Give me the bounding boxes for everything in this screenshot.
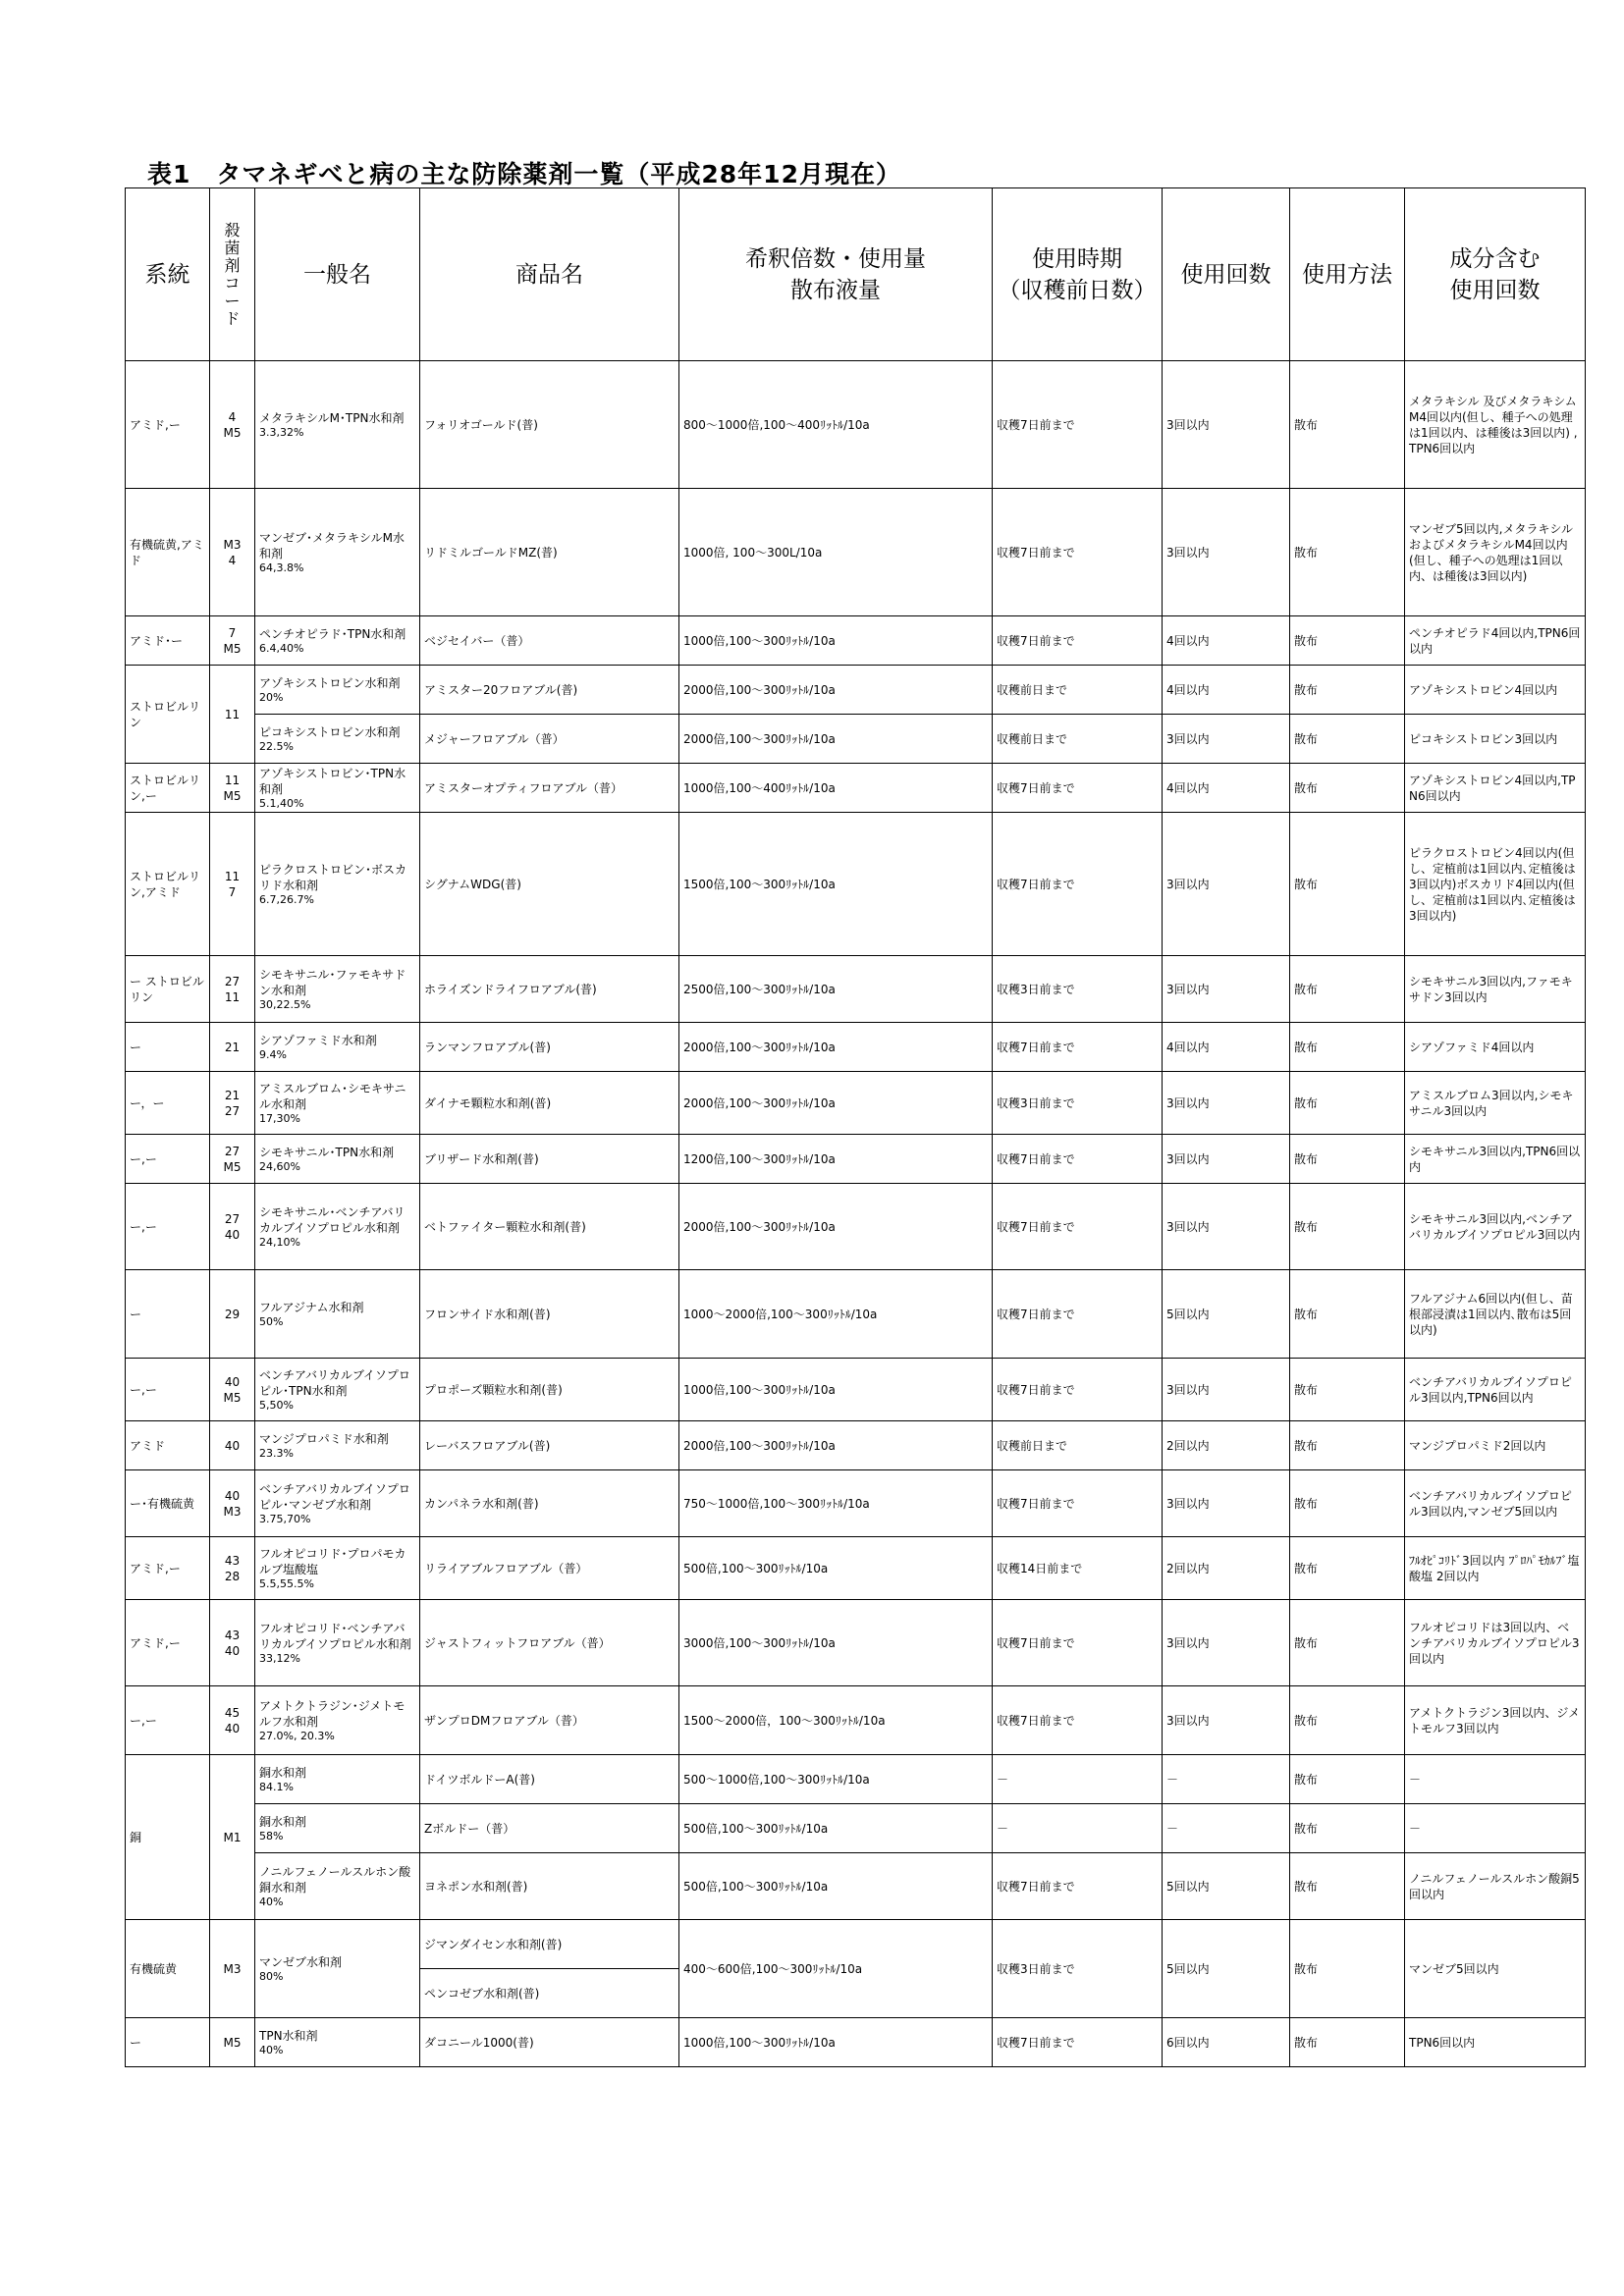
general-name-cell <box>255 616 420 666</box>
times-cell: － <box>1163 1755 1290 1804</box>
dilution-cell: 1000倍,100～400ﾘｯﾄﾙ/10a <box>679 764 993 813</box>
product-name-cell: レーバスフロアブル(普) <box>420 1421 679 1470</box>
table-row <box>126 1686 1586 1755</box>
header-times: 使用回数 <box>1163 188 1290 361</box>
system-cell: ー，ー <box>126 1072 210 1135</box>
timing-cell: 収穫7日前まで <box>993 1600 1163 1686</box>
code-cell: 11 7 <box>210 813 255 956</box>
times-cell: 5回以内 <box>1163 1853 1290 1920</box>
dilution-cell: 500倍,100～300ﾘｯﾄﾙ/10a <box>679 1853 993 1920</box>
system-cell: ストロビルリン <box>126 666 210 764</box>
concentration-text: 64,3.8% <box>259 561 304 574</box>
general-name-cell <box>255 764 420 813</box>
code-cell: 4 M5 <box>210 361 255 489</box>
system-cell: アミド,ー <box>126 361 210 489</box>
general-name-cell <box>255 1537 420 1600</box>
times-cell: 4回以内 <box>1163 764 1290 813</box>
product-name-cell: ヨネポン水和剤(普) <box>420 1853 679 1920</box>
concentration-text: 20% <box>259 691 284 704</box>
times-cell: 3回以内 <box>1163 1359 1290 1421</box>
general-name-cell <box>255 1184 420 1270</box>
table-row <box>126 1537 1586 1600</box>
general-name-text: メタラキシルM･TPN水和剤 <box>259 411 405 425</box>
notes-cell: ベンチアバリカルブイソプロピル3回以内,TPN6回以内 <box>1405 1359 1586 1421</box>
table-row <box>126 1184 1586 1270</box>
system-cell: ストロビルリン,アミド <box>126 813 210 956</box>
table-row <box>126 715 1586 764</box>
timing-cell: 収穫7日前まで <box>993 813 1163 956</box>
notes-cell: フルオピコリドは3回以内、ベンチアバリカルブイソプロピル3回以内 <box>1405 1600 1586 1686</box>
system-cell: ストロビルリン,ー <box>126 764 210 813</box>
general-name-cell <box>255 1686 420 1755</box>
dilution-cell: 2000倍,100～300ﾘｯﾄﾙ/10a <box>679 1072 993 1135</box>
table-row <box>126 616 1586 666</box>
product-name-cell: アミスター20フロアブル(普) <box>420 666 679 715</box>
timing-cell: 収穫前日まで <box>993 715 1163 764</box>
dilution-cell: 2000倍,100～300ﾘｯﾄﾙ/10a <box>679 1023 993 1072</box>
times-cell: 2回以内 <box>1163 1537 1290 1600</box>
method-cell: 散布 <box>1290 1359 1405 1421</box>
method-cell: 散布 <box>1290 764 1405 813</box>
general-name-text: ベンチアバリカルブイソプロピル･TPN水和剤 <box>259 1368 410 1398</box>
code-cell: 27 11 <box>210 956 255 1023</box>
timing-cell: 収穫3日前まで <box>993 956 1163 1023</box>
timing-cell: 収穫7日前まで <box>993 1359 1163 1421</box>
product-name-cell: ランマンフロアブル(普) <box>420 1023 679 1072</box>
times-cell: 2回以内 <box>1163 1421 1290 1470</box>
system-cell: ー <box>126 1023 210 1072</box>
general-name-cell <box>255 666 420 715</box>
concentration-text: 5.1,40% <box>259 797 304 810</box>
method-cell: 散布 <box>1290 715 1405 764</box>
general-name-cell <box>255 1270 420 1359</box>
dilution-cell: 1000倍,100～300ﾘｯﾄﾙ/10a <box>679 2018 993 2067</box>
product-name-cell: リドミルゴールドMZ(普) <box>420 489 679 616</box>
system-cell: ー,ー <box>126 1686 210 1755</box>
general-name-cell <box>255 715 420 764</box>
general-name-cell <box>255 1072 420 1135</box>
header-method: 使用方法 <box>1290 188 1405 361</box>
table-row <box>126 361 1586 489</box>
system-cell: ー･有機硫黄 <box>126 1470 210 1537</box>
dilution-cell: 1000～2000倍,100～300ﾘｯﾄﾙ/10a <box>679 1270 993 1359</box>
general-name-text: アゾキシストロビン･TPN水和剤 <box>259 767 406 796</box>
method-cell: 散布 <box>1290 1470 1405 1537</box>
system-cell: ー <box>126 1270 210 1359</box>
concentration-text: 27.0%, 20.3% <box>259 1730 335 1742</box>
concentration-text: 50% <box>259 1315 284 1328</box>
dilution-cell: 1000倍,100～300ﾘｯﾄﾙ/10a <box>679 1359 993 1421</box>
times-cell: 3回以内 <box>1163 1072 1290 1135</box>
times-cell: 3回以内 <box>1163 1686 1290 1755</box>
dilution-cell: 1500倍,100～300ﾘｯﾄﾙ/10a <box>679 813 993 956</box>
product-name-cell: リライアブルフロアブル（普） <box>420 1537 679 1600</box>
notes-cell: ペンチオピラド4回以内,TPN6回以内 <box>1405 616 1586 666</box>
method-cell: 散布 <box>1290 489 1405 616</box>
general-name-text: ノニルフェノールスルホン酸銅水和剤 <box>259 1865 411 1895</box>
general-name-text: アゾキシストロビン水和剤 <box>259 676 401 690</box>
table-row <box>126 1421 1586 1470</box>
method-cell: 散布 <box>1290 1072 1405 1135</box>
table-row <box>126 1853 1586 1920</box>
product-name-cell: ベジセイバー（普） <box>420 616 679 666</box>
general-name-text: シモキサニル･TPN水和剤 <box>259 1146 395 1159</box>
product-name-cell: ドイツボルドーA(普) <box>420 1755 679 1804</box>
general-name-text: TPN水和剤 <box>259 2029 318 2043</box>
notes-cell: － <box>1405 1804 1586 1853</box>
times-cell: 3回以内 <box>1163 1470 1290 1537</box>
concentration-text: 40% <box>259 2044 284 2056</box>
method-cell: 散布 <box>1290 1270 1405 1359</box>
concentration-text: 30,22.5% <box>259 998 311 1011</box>
general-name-cell <box>255 1853 420 1920</box>
times-cell: 3回以内 <box>1163 1135 1290 1184</box>
code-cell: 11 <box>210 666 255 764</box>
table-row <box>126 1600 1586 1686</box>
notes-cell: － <box>1405 1755 1586 1804</box>
code-cell: M5 <box>210 2018 255 2067</box>
code-cell: 43 28 <box>210 1537 255 1600</box>
general-name-text: アメトクトラジン･ジメトモルフ水和剤 <box>259 1699 406 1729</box>
timing-cell: 収穫7日前まで <box>993 1853 1163 1920</box>
notes-cell: シアゾファミド4回以内 <box>1405 1023 1586 1072</box>
notes-cell: TPN6回以内 <box>1405 2018 1586 2067</box>
times-cell: 3回以内 <box>1163 813 1290 956</box>
table-row <box>126 1920 1586 1969</box>
notes-cell: ピラクロストロビン4回以内(但し、定植前は1回以内､定植後は3回以内)ボスカリド4回以内(但し、定植前は1回以内､定植後は3回以内) <box>1405 813 1586 956</box>
product-name-cell: フロンサイド水和剤(普) <box>420 1270 679 1359</box>
concentration-text: 33,12% <box>259 1652 300 1665</box>
notes-cell: シモキサニル3回以内,ファモキサドン3回以内 <box>1405 956 1586 1023</box>
code-cell: M3 4 <box>210 489 255 616</box>
method-cell: 散布 <box>1290 666 1405 715</box>
dilution-cell: 500倍,100～300ﾘｯﾄﾙ/10a <box>679 1537 993 1600</box>
code-cell: 40 M5 <box>210 1359 255 1421</box>
code-cell: 45 40 <box>210 1686 255 1755</box>
timing-cell: 収穫7日前まで <box>993 616 1163 666</box>
code-cell: 40 M3 <box>210 1470 255 1537</box>
code-cell: 11 M5 <box>210 764 255 813</box>
code-cell: 27 40 <box>210 1184 255 1270</box>
product-name-cell: ダコニール1000(普) <box>420 2018 679 2067</box>
product-name-cell: フォリオゴールド(普) <box>420 361 679 489</box>
general-name-cell <box>255 1600 420 1686</box>
table-row <box>126 1359 1586 1421</box>
fungicide-table <box>125 187 1586 2067</box>
table-row <box>126 1072 1586 1135</box>
product-name-cell: シグナムWDG(普) <box>420 813 679 956</box>
concentration-text: 9.4% <box>259 1048 287 1061</box>
method-cell: 散布 <box>1290 1686 1405 1755</box>
timing-cell: 収穫7日前まで <box>993 1270 1163 1359</box>
table-row <box>126 1023 1586 1072</box>
general-name-text: フルオピコリド･ベンチアバリカルブイソプロピル水和剤 <box>259 1622 411 1651</box>
general-name-text: シモキサニル･ファモキサドン水和剤 <box>259 968 406 997</box>
dilution-cell: 1000倍,100～300ﾘｯﾄﾙ/10a <box>679 616 993 666</box>
header-product: 商品名 <box>420 188 679 361</box>
general-name-text: シアゾファミド水和剤 <box>259 1034 377 1047</box>
times-cell: 4回以内 <box>1163 616 1290 666</box>
timing-cell: 収穫3日前まで <box>993 1920 1163 2018</box>
system-cell: アミド <box>126 1421 210 1470</box>
timing-cell: 収穫7日前まで <box>993 361 1163 489</box>
dilution-cell: 2500倍,100～300ﾘｯﾄﾙ/10a <box>679 956 993 1023</box>
general-name-cell <box>255 361 420 489</box>
product-name-cell: ブリザード水和剤(普) <box>420 1135 679 1184</box>
timing-cell: 収穫7日前まで <box>993 1184 1163 1270</box>
general-name-cell <box>255 1470 420 1537</box>
table-row <box>126 1270 1586 1359</box>
notes-cell: アメトクトラジン3回以内、ジメトモルフ3回以内 <box>1405 1686 1586 1755</box>
notes-cell: アゾキシストロビン4回以内,TPN6回以内 <box>1405 764 1586 813</box>
general-name-text: フルオピコリド･プロパモカルブ塩酸塩 <box>259 1547 406 1576</box>
concentration-text: 3.75,70% <box>259 1513 311 1525</box>
code-cell: 21 <box>210 1023 255 1072</box>
table-row <box>126 489 1586 616</box>
timing-cell: 収穫7日前まで <box>993 1470 1163 1537</box>
concentration-text: 5,50% <box>259 1399 294 1412</box>
code-cell: M3 <box>210 1920 255 2018</box>
method-cell: 散布 <box>1290 1135 1405 1184</box>
general-name-text: ピラクロストロビン･ボスカリド水和剤 <box>259 863 407 892</box>
system-cell: アミド,ー <box>126 1537 210 1600</box>
concentration-text: 6.7,26.7% <box>259 893 314 906</box>
code-cell: 21 27 <box>210 1072 255 1135</box>
notes-cell: ﾌﾙｵﾋﾟｺﾘﾄﾞ3回以内 ﾌﾟﾛﾊﾟﾓｶﾙﾌﾞ塩酸塩 2回以内 <box>1405 1537 1586 1600</box>
code-cell: 43 40 <box>210 1600 255 1686</box>
method-cell: 散布 <box>1290 1421 1405 1470</box>
method-cell: 散布 <box>1290 1853 1405 1920</box>
notes-cell: シモキサニル3回以内,TPN6回以内 <box>1405 1135 1586 1184</box>
general-name-text: 銅水和剤 <box>259 1766 307 1780</box>
header-row <box>126 188 1586 361</box>
product-name-cell: ダイナモ顆粒水和剤(普) <box>420 1072 679 1135</box>
dilution-cell: 1500～2000倍，100～300ﾘｯﾄﾙ/10a <box>679 1686 993 1755</box>
product-name-cell: メジャーフロアブル（普） <box>420 715 679 764</box>
general-name-text: マンゼブ水和剤 <box>259 1955 343 1969</box>
general-name-cell <box>255 956 420 1023</box>
method-cell: 散布 <box>1290 361 1405 489</box>
notes-cell: アゾキシストロビン4回以内 <box>1405 666 1586 715</box>
header-code: 殺 菌 剤 コ ー ド <box>210 188 255 361</box>
concentration-text: 5.5,55.5% <box>259 1577 314 1590</box>
concentration-text: 23.3% <box>259 1447 294 1460</box>
table-row <box>126 2018 1586 2067</box>
general-name-cell <box>255 1804 420 1853</box>
concentration-text: 80% <box>259 1970 284 1983</box>
page-title: 表1 タマネギべと病の主な防除薬剤一覧（平成28年12月現在） <box>147 160 901 188</box>
code-cell: 27 M5 <box>210 1135 255 1184</box>
product-name-cell: ザンプロDMフロアブル（普） <box>420 1686 679 1755</box>
general-name-cell <box>255 1359 420 1421</box>
system-cell: ー <box>126 2018 210 2067</box>
timing-cell: － <box>993 1804 1163 1853</box>
general-name-cell <box>255 813 420 956</box>
timing-cell: 収穫7日前まで <box>993 1135 1163 1184</box>
product-name-cell: ベトファイター顆粒水和剤(普) <box>420 1184 679 1270</box>
product-name-cell: ペンコゼブ水和剤(普) <box>420 1969 679 2018</box>
code-cell: 29 <box>210 1270 255 1359</box>
method-cell: 散布 <box>1290 1804 1405 1853</box>
header-general-name: 一般名 <box>255 188 420 361</box>
general-name-text: ピコキシストロビン水和剤 <box>259 725 401 739</box>
timing-cell: 収穫前日まで <box>993 1421 1163 1470</box>
table-row <box>126 1804 1586 1853</box>
method-cell: 散布 <box>1290 956 1405 1023</box>
concentration-text: 6.4,40% <box>259 642 304 655</box>
notes-cell: マンゼブ5回以内,メタラキシルおよびメタラキシルM4回以内(但し、種子への処理は1回以内、は種後は3回以内) <box>1405 489 1586 616</box>
times-cell: 3回以内 <box>1163 361 1290 489</box>
timing-cell: 収穫14日前まで <box>993 1537 1163 1600</box>
times-cell: 3回以内 <box>1163 715 1290 764</box>
concentration-text: 84.1% <box>259 1781 294 1793</box>
dilution-cell: 500～1000倍,100～300ﾘｯﾄﾙ/10a <box>679 1755 993 1804</box>
method-cell: 散布 <box>1290 1600 1405 1686</box>
notes-cell: ノニルフェノールスルホン酸銅5回以内 <box>1405 1853 1586 1920</box>
general-name-cell <box>255 1421 420 1470</box>
code-cell: M1 <box>210 1755 255 1920</box>
method-cell: 散布 <box>1290 2018 1405 2067</box>
general-name-text: 銅水和剤 <box>259 1815 307 1829</box>
product-name-cell: Zボルドー（普） <box>420 1804 679 1853</box>
general-name-cell <box>255 489 420 616</box>
concentration-text: 22.5% <box>259 740 294 753</box>
header-timing: 使用時期 （収穫前日数） <box>993 188 1163 361</box>
system-cell: アミド･ー <box>126 616 210 666</box>
notes-cell: フルアジナム6回以内(但し、苗根部浸漬は1回以内､散布は5回以内) <box>1405 1270 1586 1359</box>
timing-cell: － <box>993 1755 1163 1804</box>
dilution-cell: 800～1000倍,100～400ﾘｯﾄﾙ/10a <box>679 361 993 489</box>
general-name-text: マンゼブ･メタラキシルM水和剤 <box>259 531 405 561</box>
table-row <box>126 666 1586 715</box>
product-name-cell: ホライズンドライフロアブル(普) <box>420 956 679 1023</box>
dilution-cell: 400～600倍,100～300ﾘｯﾄﾙ/10a <box>679 1920 993 2018</box>
system-cell: ー,ー <box>126 1184 210 1270</box>
general-name-cell <box>255 1920 420 2018</box>
concentration-text: 17,30% <box>259 1112 300 1125</box>
product-name-cell: ジマンダイセン水和剤(普) <box>420 1920 679 1969</box>
times-cell: 6回以内 <box>1163 2018 1290 2067</box>
method-cell: 散布 <box>1290 1920 1405 2018</box>
product-name-cell: カンパネラ水和剤(普) <box>420 1470 679 1537</box>
notes-cell: ピコキシストロビン3回以内 <box>1405 715 1586 764</box>
timing-cell: 収穫7日前まで <box>993 489 1163 616</box>
times-cell: 5回以内 <box>1163 1920 1290 2018</box>
system-cell: ー,ー <box>126 1135 210 1184</box>
times-cell: － <box>1163 1804 1290 1853</box>
times-cell: 3回以内 <box>1163 1600 1290 1686</box>
dilution-cell: 3000倍,100～300ﾘｯﾄﾙ/10a <box>679 1600 993 1686</box>
concentration-text: 24,10% <box>259 1236 300 1249</box>
general-name-text: ペンチオピラド･TPN水和剤 <box>259 627 406 641</box>
dilution-cell: 1000倍, 100～300L/10a <box>679 489 993 616</box>
method-cell: 散布 <box>1290 1537 1405 1600</box>
timing-cell: 収穫7日前まで <box>993 2018 1163 2067</box>
general-name-text: フルアジナム水和剤 <box>259 1301 364 1314</box>
concentration-text: 40% <box>259 1896 284 1908</box>
product-name-cell: ジャストフィットフロアブル（普） <box>420 1600 679 1686</box>
notes-cell: マンゼブ5回以内 <box>1405 1920 1586 2018</box>
method-cell: 散布 <box>1290 1184 1405 1270</box>
dilution-cell: 2000倍,100～300ﾘｯﾄﾙ/10a <box>679 1421 993 1470</box>
concentration-text: 3.3,32% <box>259 426 304 439</box>
times-cell: 3回以内 <box>1163 1184 1290 1270</box>
system-cell: 有機硫黄 <box>126 1920 210 2018</box>
product-name-cell: アミスターオプティフロアブル（普） <box>420 764 679 813</box>
method-cell: 散布 <box>1290 813 1405 956</box>
times-cell: 4回以内 <box>1163 666 1290 715</box>
method-cell: 散布 <box>1290 1755 1405 1804</box>
header-dilution: 希釈倍数・使用量 散布液量 <box>679 188 993 361</box>
header-notes: 成分含む 使用回数 <box>1405 188 1586 361</box>
timing-cell: 収穫7日前まで <box>993 1686 1163 1755</box>
timing-cell: 収穫3日前まで <box>993 1072 1163 1135</box>
dilution-cell: 2000倍,100～300ﾘｯﾄﾙ/10a <box>679 666 993 715</box>
times-cell: 3回以内 <box>1163 956 1290 1023</box>
code-cell: 7 M5 <box>210 616 255 666</box>
table-row <box>126 1135 1586 1184</box>
notes-cell: マンジプロパミド2回以内 <box>1405 1421 1586 1470</box>
dilution-cell: 2000倍,100～300ﾘｯﾄﾙ/10a <box>679 715 993 764</box>
system-cell: アミド,ー <box>126 1600 210 1686</box>
system-cell: 有機硫黄,アミド <box>126 489 210 616</box>
dilution-cell: 2000倍,100～300ﾘｯﾄﾙ/10a <box>679 1184 993 1270</box>
dilution-cell: 750～1000倍,100～300ﾘｯﾄﾙ/10a <box>679 1470 993 1537</box>
general-name-text: シモキサニル･ベンチアバリカルブイソプロピル水和剤 <box>259 1205 406 1235</box>
system-cell: 銅 <box>126 1755 210 1920</box>
dilution-cell: 1200倍,100～300ﾘｯﾄﾙ/10a <box>679 1135 993 1184</box>
table-row <box>126 1470 1586 1537</box>
dilution-cell: 500倍,100～300ﾘｯﾄﾙ/10a <box>679 1804 993 1853</box>
timing-cell: 収穫7日前まで <box>993 1023 1163 1072</box>
notes-cell: メタラキシル 及びメタラキシムM4回以内(但し、種子への処理は1回以内、は種後は3回以内) ,TPN6回以内 <box>1405 361 1586 489</box>
notes-cell: ベンチアバリカルブイソプロピル3回以内,マンゼブ5回以内 <box>1405 1470 1586 1537</box>
timing-cell: 収穫7日前まで <box>993 764 1163 813</box>
table-row <box>126 956 1586 1023</box>
system-cell: ー,ー <box>126 1359 210 1421</box>
table-row <box>126 1755 1586 1804</box>
general-name-cell <box>255 2018 420 2067</box>
times-cell: 5回以内 <box>1163 1270 1290 1359</box>
general-name-text: ベンチアバリカルブイソプロピル･マンゼブ水和剤 <box>259 1482 410 1512</box>
general-name-cell <box>255 1755 420 1804</box>
method-cell: 散布 <box>1290 1023 1405 1072</box>
code-cell: 40 <box>210 1421 255 1470</box>
times-cell: 4回以内 <box>1163 1023 1290 1072</box>
concentration-text: 58% <box>259 1830 284 1842</box>
table-row <box>126 764 1586 813</box>
method-cell: 散布 <box>1290 616 1405 666</box>
system-cell: ー ストロビルリン <box>126 956 210 1023</box>
concentration-text: 24,60% <box>259 1160 300 1173</box>
notes-cell: アミスルブロム3回以内,シモキサニル3回以内 <box>1405 1072 1586 1135</box>
general-name-cell <box>255 1135 420 1184</box>
product-name-cell: プロポーズ顆粒水和剤(普) <box>420 1359 679 1421</box>
header-system: 系統 <box>126 188 210 361</box>
general-name-text: アミスルブロム･シモキサニル水和剤 <box>259 1082 406 1111</box>
times-cell: 3回以内 <box>1163 489 1290 616</box>
general-name-cell <box>255 1023 420 1072</box>
table-row <box>126 813 1586 956</box>
general-name-text: マンジプロパミド水和剤 <box>259 1432 389 1446</box>
timing-cell: 収穫前日まで <box>993 666 1163 715</box>
notes-cell: シモキサニル3回以内,ベンチアバリカルブイソプロピル3回以内 <box>1405 1184 1586 1270</box>
